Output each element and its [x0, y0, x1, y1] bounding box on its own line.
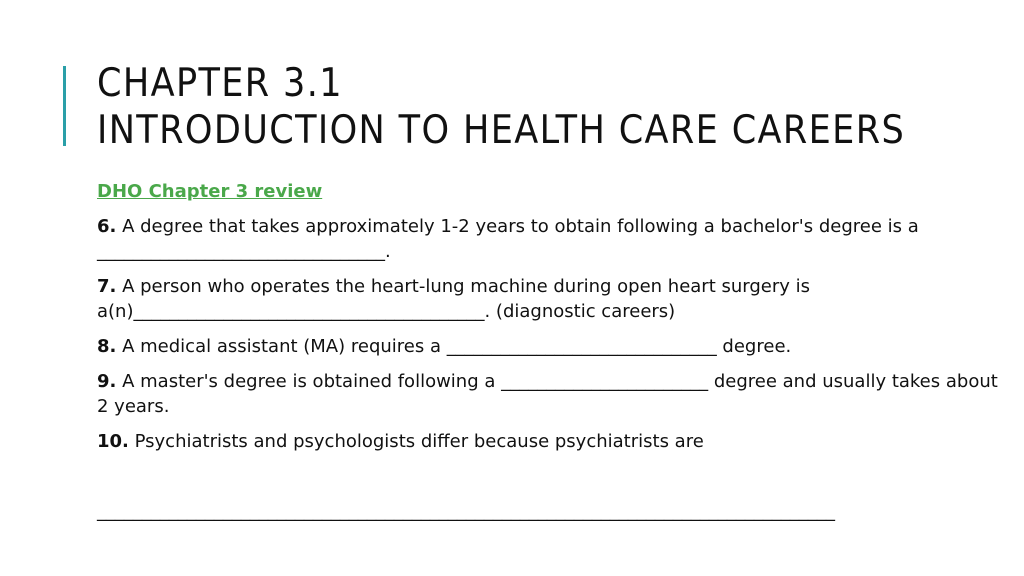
question-text: A medical assistant (MA) requires a ______________________________ degree.	[116, 336, 792, 357]
slide-title	[97, 60, 905, 154]
question-number: 10.	[97, 431, 129, 452]
question-number: 9.	[97, 371, 117, 392]
question-text: A degree that takes approximately 1-2 years to obtain following a bachelor's degree is a ________________________________.	[97, 216, 919, 262]
question-number: 8.	[97, 336, 117, 357]
question-10	[97, 429, 1007, 454]
review-link[interactable]: DHO Chapter 3 review	[97, 181, 323, 202]
slide-body	[97, 179, 1007, 464]
answer-blank-line: __________________________________________________________________________________	[97, 501, 835, 522]
title-line-1: CHAPTER 3.1	[97, 61, 343, 106]
question-text: Psychiatrists and psychologists differ because psychiatrists are	[128, 431, 704, 452]
question-number: 7.	[97, 276, 117, 297]
question-8	[97, 334, 1007, 359]
question-text: A master's degree is obtained following a _______________________ degree and usually takes about 2 years.	[97, 371, 998, 417]
question-7	[97, 274, 1007, 324]
question-9	[97, 369, 1007, 419]
question-number: 6.	[97, 216, 117, 237]
question-text: A person who operates the heart-lung machine during open heart surgery is a(n)_______________________________________. (diagnostic careers)	[97, 276, 811, 322]
title-line-2: INTRODUCTION TO HEALTH CARE CAREERS	[97, 108, 906, 153]
question-6	[97, 214, 1007, 264]
title-accent-bar	[63, 66, 66, 146]
